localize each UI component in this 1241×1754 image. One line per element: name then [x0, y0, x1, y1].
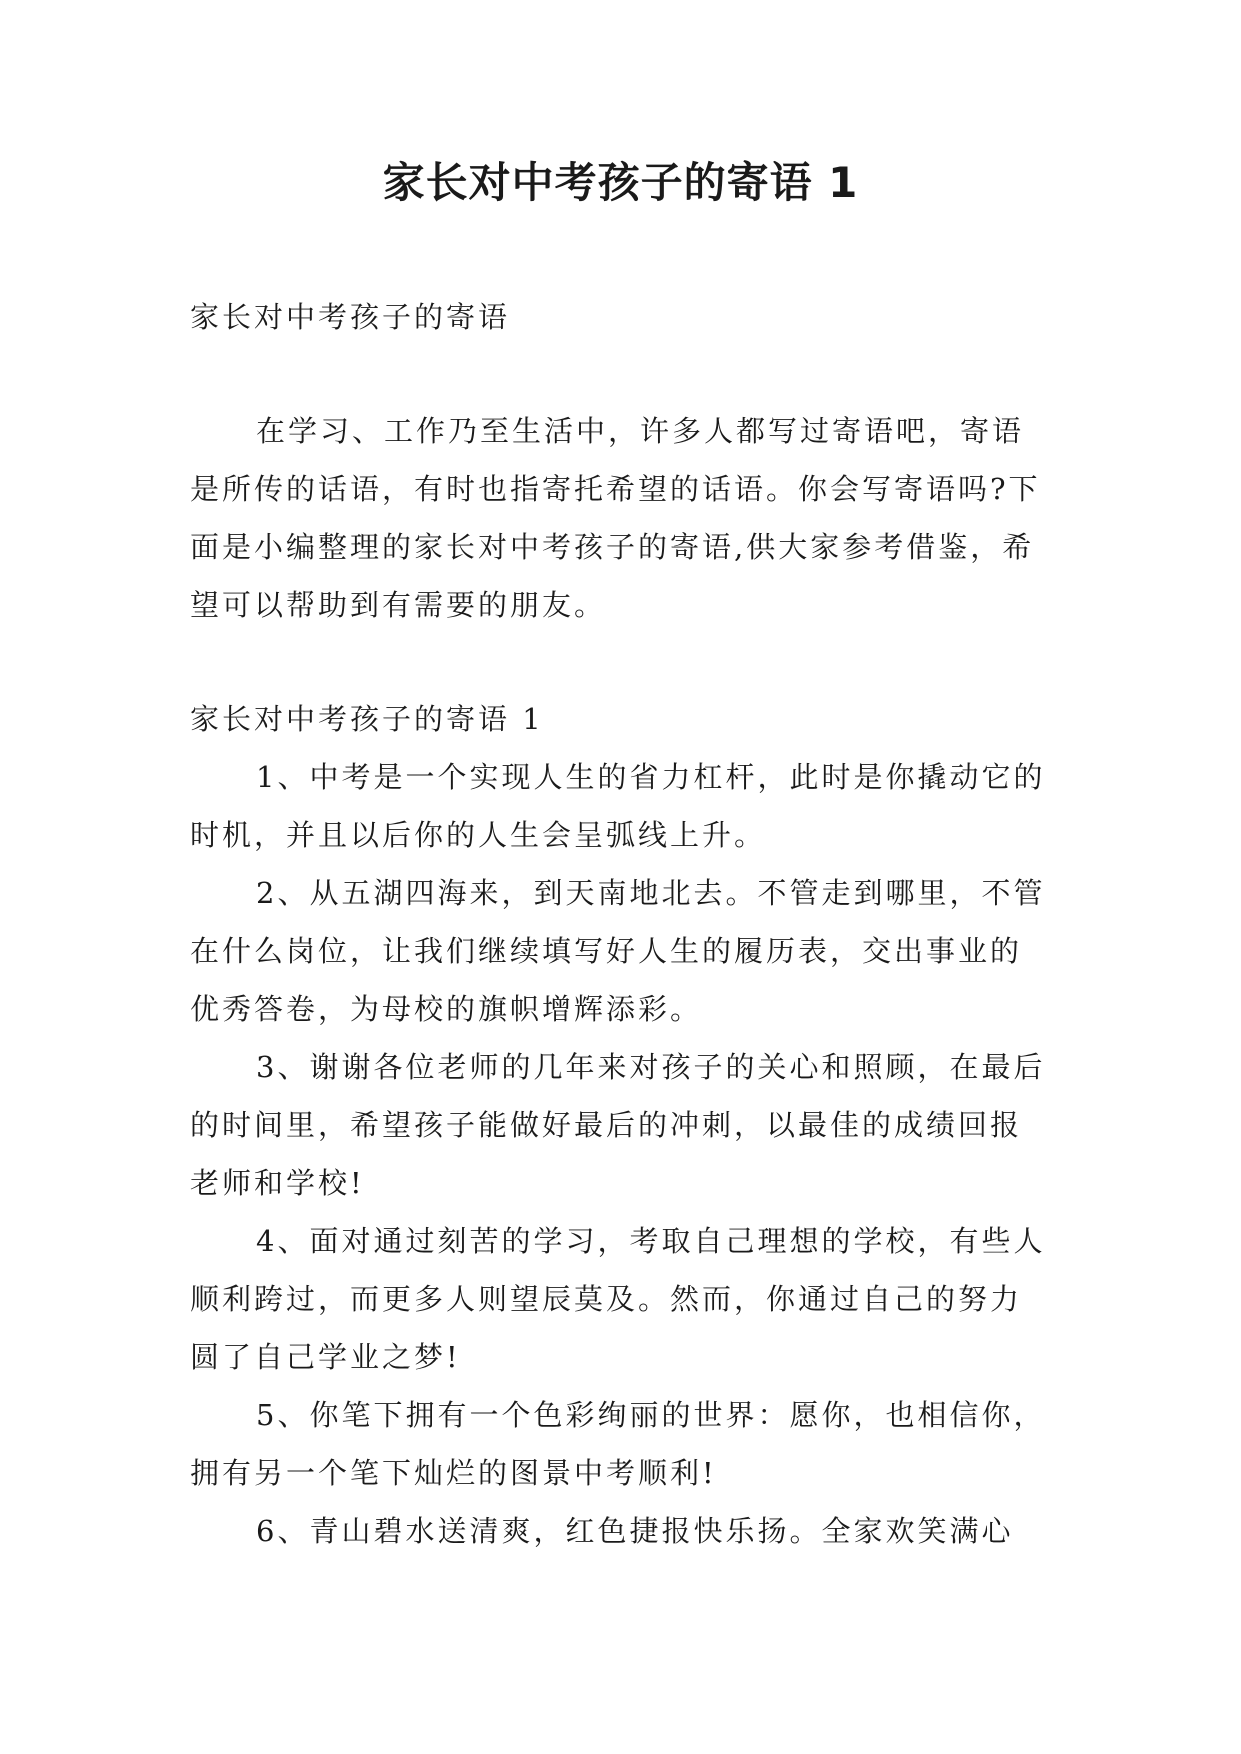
wish-item-6: 6、青山碧水送清爽，红色捷报快乐扬。全家欢笑满心: [256, 1514, 1014, 1548]
wish-item-2: 2、从五湖四海来，到天南地北去。不管走到哪里，不管在什么岗位，让我们继续填写好人生的履历表，交出事业的优秀答卷，为母校的旗帜增辉添彩。: [190, 876, 1046, 1026]
intro-paragraph: 在学习、工作乃至生活中，许多人都写过寄语吧，寄语是所传的话语，有时也指寄托希望的话语。你会写寄语吗?下面是小编整理的家长对中考孩子的寄语,供大家参考借鉴，希望可以帮助到有需要的朋友。: [190, 414, 1041, 622]
wish-item-3: 3、谢谢各位老师的几年来对孩子的关心和照顾，在最后的时间里，希望孩子能做好最后的冲刺，以最佳的成绩回报老师和学校!: [190, 1050, 1046, 1200]
section-heading: 家长对中考孩子的寄语 1: [190, 702, 544, 736]
document-subtitle: 家长对中考孩子的寄语: [190, 300, 511, 334]
document-title: 家长对中考孩子的寄语 1: [382, 158, 859, 207]
wish-item-1: 1、中考是一个实现人生的省力杠杆，此时是你撬动它的时机，并且以后你的人生会呈弧线上升。: [190, 760, 1046, 852]
wish-list: [190, 748, 1050, 1560]
wish-item-4: 4、面对通过刻苦的学习，考取自己理想的学校，有些人顺利跨过，而更多人则望辰莫及。然而，你通过自己的努力圆了自己学业之梦!: [190, 1224, 1046, 1374]
wish-item-5: 5、你笔下拥有一个色彩绚丽的世界：愿你，也相信你，拥有另一个笔下灿烂的图景中考顺利!: [190, 1398, 1046, 1490]
